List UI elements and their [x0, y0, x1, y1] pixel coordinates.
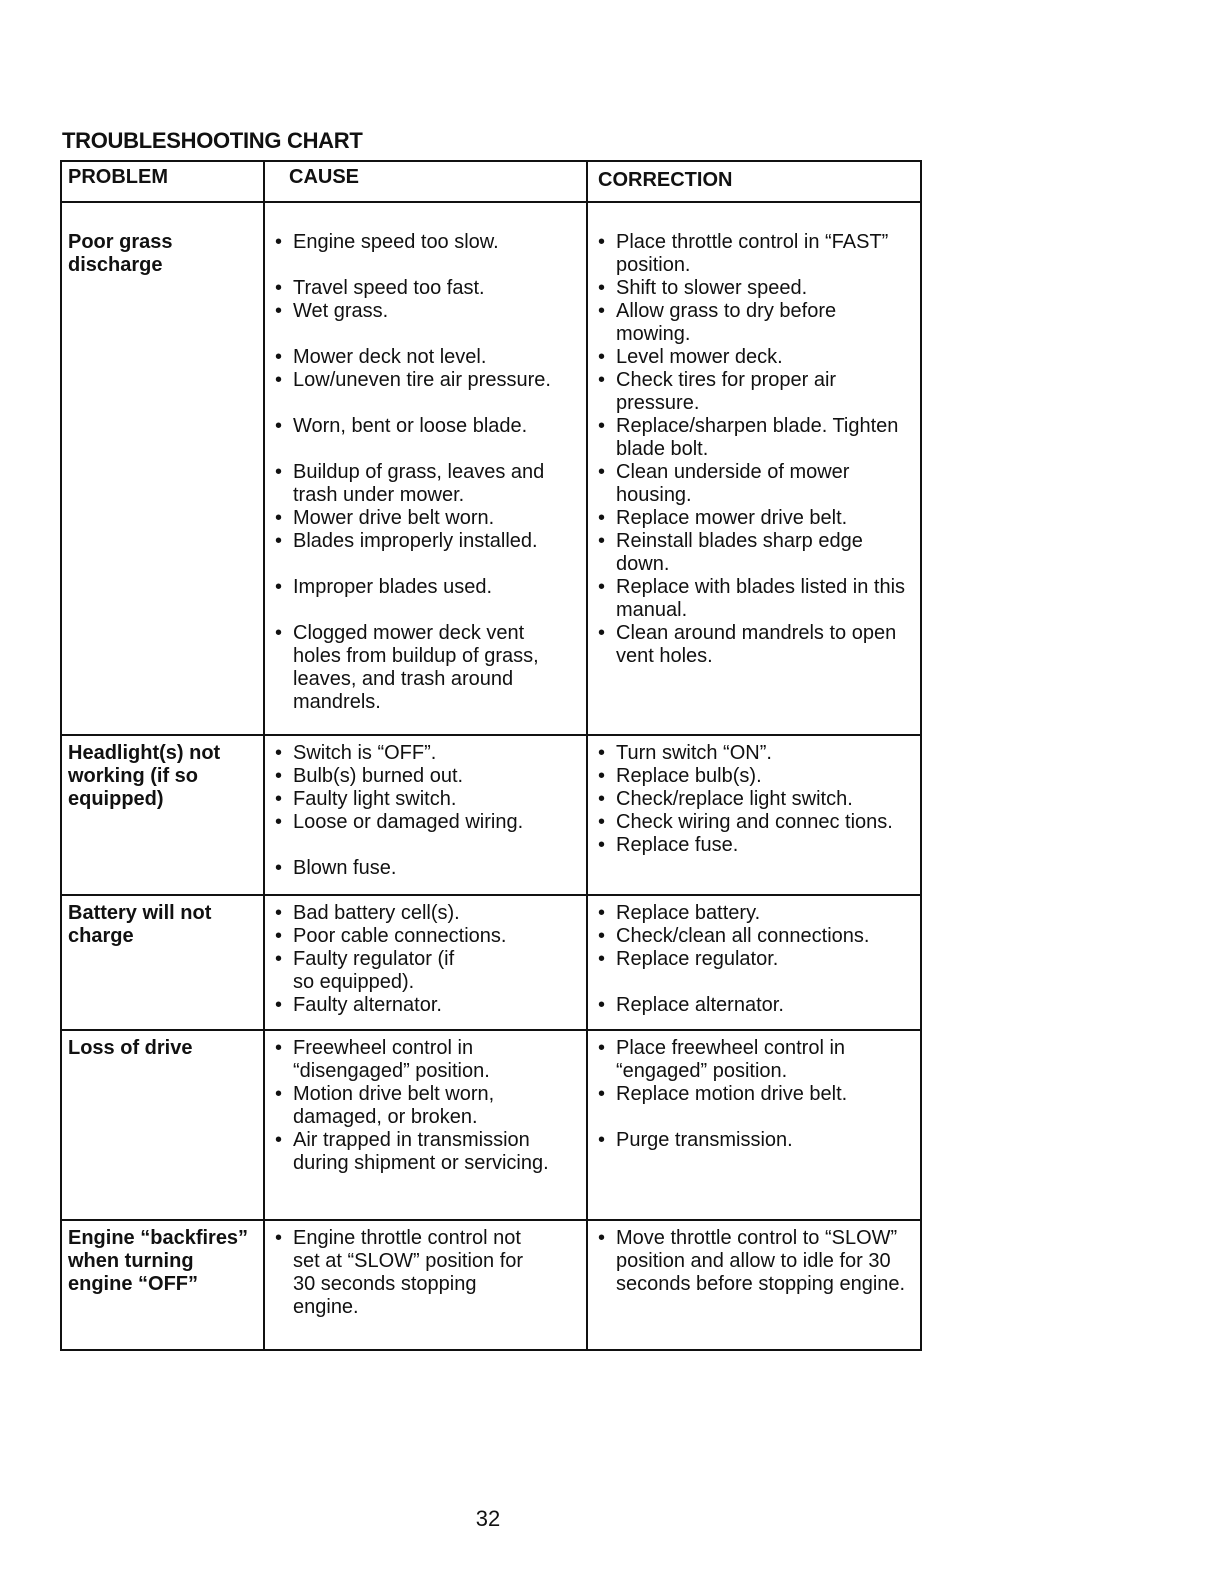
problem-label: Engine “backfires” when turning engine “OFF”: [68, 1227, 249, 1295]
correction-item: • Place throttle control in “FAST” position.: [598, 231, 914, 277]
cause-item: • Travel speed too fast.: [275, 277, 580, 300]
correction-item: • Move throttle control to “SLOW” position and allow to idle for 30 seconds before stopping engine.: [598, 1227, 914, 1296]
correction-item: • Replace with blades listed in this manual.: [598, 576, 914, 622]
problem-cell: [61, 895, 264, 1030]
header-row: [61, 161, 921, 202]
cause-cell: [264, 735, 587, 895]
correction-item: • Replace regulator.: [598, 948, 914, 971]
correction-item: • Allow grass to dry before mowing.: [598, 300, 914, 346]
correction-item: • Shift to slower speed.: [598, 277, 914, 300]
header-cause: CAUSE: [264, 161, 587, 202]
table-row: [61, 735, 921, 895]
correction-item: • Replace bulb(s).: [598, 765, 914, 788]
cause-item: • Buildup of grass, leaves and trash under mower.: [275, 461, 580, 507]
problem-label: Battery will not charge: [68, 902, 212, 947]
cause-item: • Poor cable connections.: [275, 925, 580, 948]
correction-cell: [587, 202, 921, 735]
cause-item: • Bad battery cell(s).: [275, 902, 580, 925]
page-number: 32: [475, 1506, 501, 1531]
cause-item: • Loose or damaged wiring.: [275, 811, 580, 834]
header-correction: CORRECTION: [587, 161, 921, 202]
cause-item: • Worn, bent or loose blade.: [275, 415, 580, 438]
correction-item: • Check tires for proper air pressure.: [598, 369, 914, 415]
cause-item: • Blown fuse.: [275, 857, 580, 880]
cause-cell: [264, 202, 587, 735]
cause-item: • Mower deck not level.: [275, 346, 580, 369]
correction-item: • Replace fuse.: [598, 834, 914, 857]
problem-label: Headlight(s) not working (if so equipped): [68, 742, 221, 810]
correction-item: • Check/replace light switch.: [598, 788, 914, 811]
cause-item: • Air trapped in transmission during shipment or servicing.: [275, 1129, 580, 1175]
correction-cell: [587, 895, 921, 1030]
correction-item: • Clean underside of mower housing.: [598, 461, 914, 507]
correction-cell: [587, 1220, 921, 1350]
cause-item: • Freewheel control in “disengaged” position.: [275, 1037, 580, 1083]
troubleshooting-table: [60, 160, 922, 1351]
cause-cell: [264, 895, 587, 1030]
cause-item: • Engine throttle control not set at “SLOW” position for 30 seconds stopping engine.: [275, 1227, 580, 1319]
correction-item: • Level mower deck.: [598, 346, 914, 369]
correction-item: • Replace mower drive belt.: [598, 507, 914, 530]
problem-cell: [61, 1220, 264, 1350]
correction-item: • Clean around mandrels to open vent holes.: [598, 622, 914, 668]
problem-cell: [61, 1030, 264, 1220]
cause-item: • Bulb(s) burned out.: [275, 765, 580, 788]
header-problem: PROBLEM: [61, 161, 264, 202]
correction-item: • Replace/sharpen blade. Tighten blade bolt.: [598, 415, 914, 461]
table-row: [61, 1030, 921, 1220]
correction-item: • Purge transmission.: [598, 1129, 914, 1152]
cause-item: • Improper blades used.: [275, 576, 580, 599]
correction-item: • Replace motion drive belt.: [598, 1083, 914, 1106]
correction-item: • Replace battery.: [598, 902, 914, 925]
problem-cell: [61, 735, 264, 895]
cause-item: • Blades improperly installed.: [275, 530, 580, 553]
correction-item: • Check/clean all connections.: [598, 925, 914, 948]
table-row: [61, 1220, 921, 1350]
correction-item: • Replace alternator.: [598, 994, 914, 1017]
cause-item: • Motion drive belt worn, damaged, or broken.: [275, 1083, 580, 1129]
problem-label: Loss of drive: [68, 1037, 193, 1059]
cause-item: • Faulty alternator.: [275, 994, 580, 1017]
chart-title: TROUBLESHOOTING CHART: [62, 128, 363, 153]
correction-cell: [587, 735, 921, 895]
cause-item: • Engine speed too slow.: [275, 231, 580, 254]
cause-item: • Clogged mower deck vent holes from buildup of grass, leaves, and trash around mandrels.: [275, 622, 580, 714]
cause-item: • Faulty light switch.: [275, 788, 580, 811]
cause-item: • Switch is “OFF”.: [275, 742, 580, 765]
correction-cell: [587, 1030, 921, 1220]
cause-item: • Mower drive belt worn.: [275, 507, 580, 530]
correction-item: • Turn switch “ON”.: [598, 742, 914, 765]
cause-cell: [264, 1030, 587, 1220]
correction-item: • Reinstall blades sharp edge down.: [598, 530, 914, 576]
correction-item: • Check wiring and connec tions.: [598, 811, 914, 834]
cause-item: • Low/uneven tire air pressure.: [275, 369, 580, 392]
table-row: [61, 895, 921, 1030]
problem-cell: [61, 202, 264, 735]
cause-item: • Faulty regulator (if so equipped).: [275, 948, 580, 994]
problem-label: Poor grass discharge: [68, 231, 173, 276]
correction-item: • Place freewheel control in “engaged” position.: [598, 1037, 914, 1083]
cause-cell: [264, 1220, 587, 1350]
cause-item: • Wet grass.: [275, 300, 580, 323]
table-row: [61, 202, 921, 735]
